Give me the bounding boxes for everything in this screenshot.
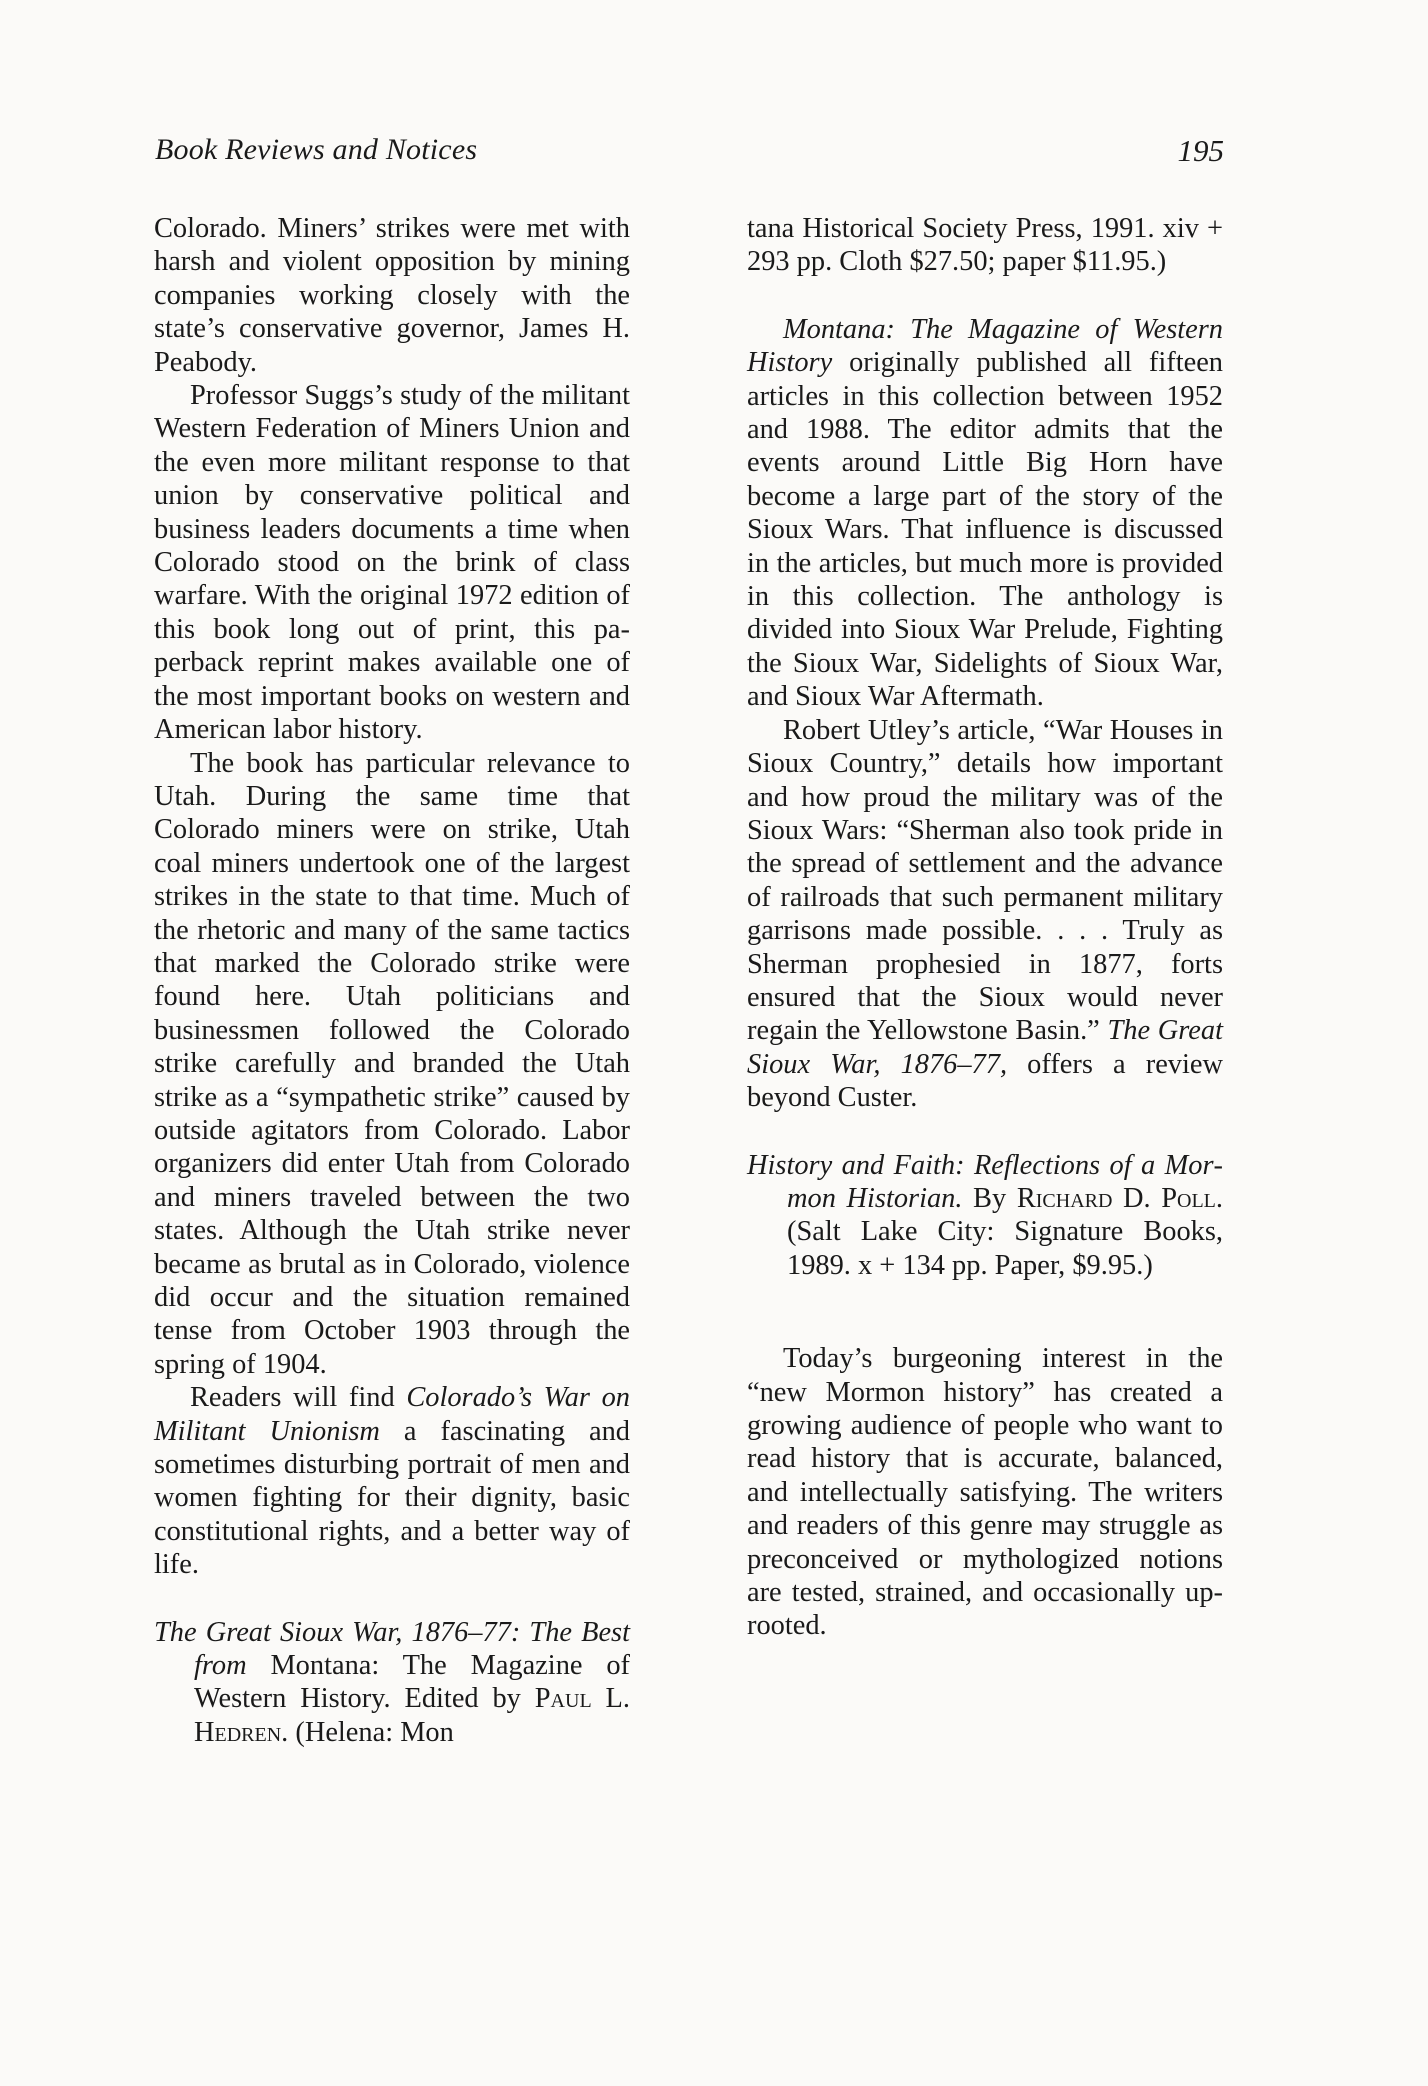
citation-magazine: Montana: The Magazine of Western History. [194, 1650, 630, 1715]
section-gap [747, 1115, 1223, 1149]
right-column [747, 212, 1223, 1643]
magazine-title: Montana: The Magazine of Western History [747, 313, 1223, 379]
book-title: Colorado’s War on Militant Unionism [154, 1382, 630, 1447]
citation-title: The Great Sioux War, 1876–77: The Best from [154, 1616, 630, 1682]
citation-continued: tana Historical Society Press, 1991. xiv + 293 pp. Cloth $27.50; paper $11.95.) [747, 213, 1223, 278]
paragraph-text: Robert Utley’s article, “War Houses in Sioux Country,” details how important and how proud the military was of the Sioux Wars: “Sherman also took pride in the spread of settlement and the advance of railroads that such permanent military garrisons made possible. . . . Truly as Sherman prophesied in 1877, forts ensured that the Sioux would never regain the Yellowstone Basin.” [747, 714, 1223, 1047]
section-gap [747, 279, 1223, 313]
citation-author: Paul L. Hedren. [194, 1683, 630, 1748]
right-paragraph-3: Today’s burgeoning interest in the “new Mormon history” has created a growing audience of people who want to read history that is accurate, balanced, and intellectually satisfying. The writers and readers of this genre may struggle as preconceived or mythologized notions are tested, strained, and occasionally uprooted. [747, 1343, 1223, 1642]
page-number: 195 [1177, 133, 1224, 168]
citation-publisher: (Salt Lake City: Signature Books, 1989. x + 134 pp. Paper, $9.95.) [787, 1216, 1223, 1281]
paragraph-text: originally published all fifteen articles in this collection between 1952 and 1988. The editor admits that the events around Little Big Horn have become a large part of the story of the Sioux Wars. That influence is discussed in the articles, but much more is provided in this collection. The anthology is divided into Sioux War Prelude, Fighting the Sioux War, Sidelights of Sioux War, and Sioux War Aftermath. [747, 347, 1223, 713]
citation-edited-by: Edited by [404, 1683, 535, 1715]
citation-by: By [962, 1182, 1017, 1214]
citation-author: Richard D. Poll. [1016, 1182, 1223, 1214]
paragraph-text: offers a review beyond Custer. [747, 1048, 1223, 1114]
running-head: Book Reviews and Notices [155, 133, 478, 166]
left-column [154, 212, 630, 1749]
left-paragraph-3: The book has particular relevance to Utah. During the same time that Colorado miners were on strike, Utah coal miners undertook one of the largest strikes in the state to that time. Much of the rhetoric and many of the same tactics that marked the Colorado strike were found here. Utah politicians and businessmen followed the Colorado strike carefully and branded the Utah strike as a “sympathetic strike” caused by outside agitators from Colorado. Labor organizers did enter Utah from Colorado and miners traveled between the two states. Although the Utah strike never became as brutal as in Colorado, violence did occur and the situation remained tense from October 1903 through the spring of 1904. [154, 747, 630, 1380]
right-paragraph-2 [747, 714, 1223, 1115]
left-paragraph-4 [154, 1381, 630, 1581]
paragraph-text: a fascinating and sometimes disturbing portrait of men and women fighting for their dignity, basic constitutional rights, and a better way of life. [154, 1415, 630, 1581]
book-citation-1 [154, 1616, 630, 1750]
section-gap [154, 1582, 630, 1616]
paragraph-text: Readers will find [190, 1382, 407, 1414]
citation-title: History and Faith: Reflections of a Mormon Historian. [747, 1149, 1223, 1214]
citation-publisher: (Helena: Mon [288, 1716, 454, 1748]
right-paragraph-1 [747, 313, 1223, 714]
section-gap [747, 1282, 1223, 1342]
left-paragraph-2: Professor Suggs’s study of the militant Western Federation of Miners Union and the even more militant response to that union by conservative political and business leaders documents a time when Colorado stood on the brink of class warfare. With the original 1972 edition of this book long out of print, this paperback reprint makes available one of the most important books on western and American labor history. [154, 380, 630, 746]
book-citation-2 [747, 1149, 1223, 1283]
book-title: The Great Sioux War, 1876–77, [747, 1015, 1223, 1080]
left-paragraph-1: Colorado. Miners’ strikes were met with harsh and violent opposition by mining companies working closely with the state’s conservative governor, James H. Peabody. [154, 213, 630, 378]
